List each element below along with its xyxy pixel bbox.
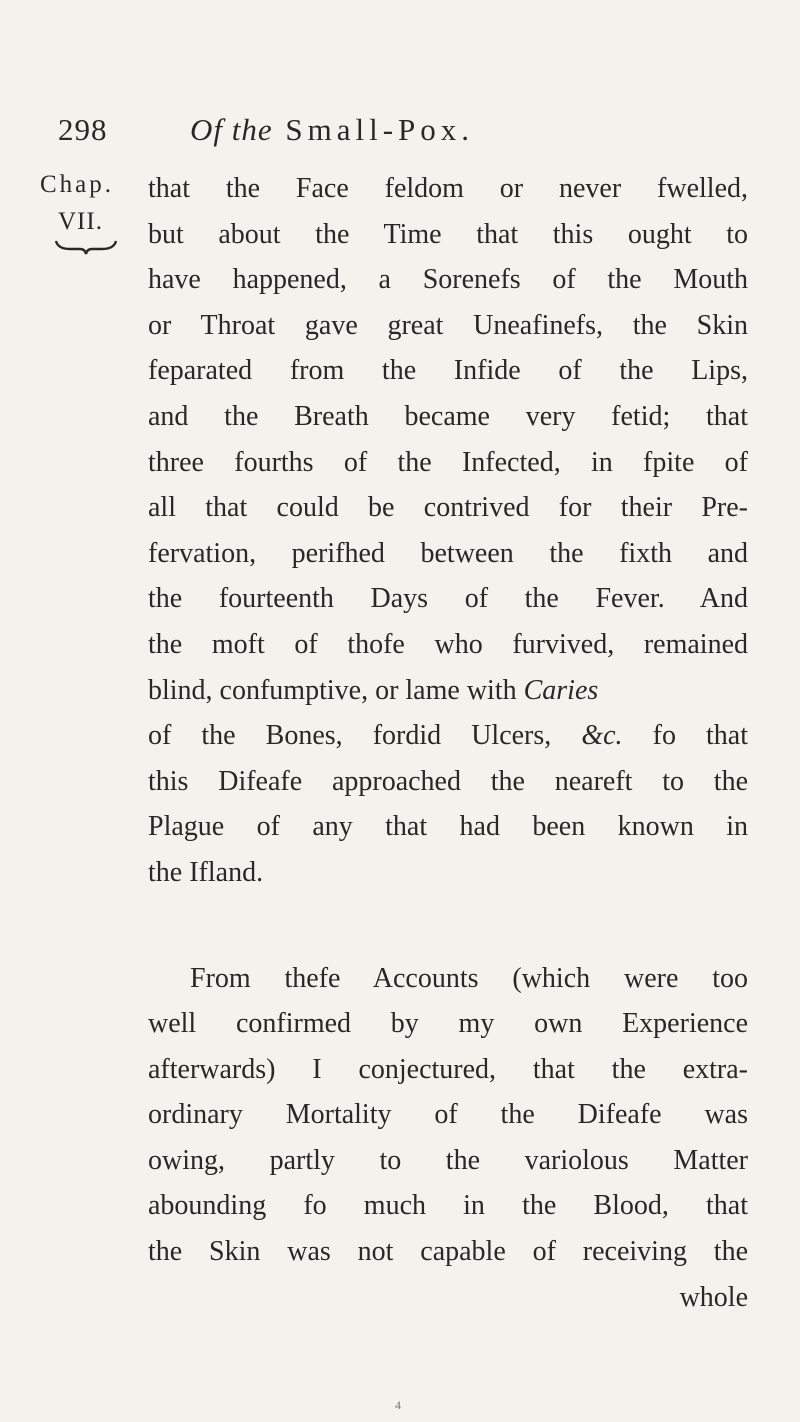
text-line: the Skin was not capable of receiving the [148, 1236, 748, 1268]
text-line: abounding fo much in the Blood, that [148, 1190, 748, 1222]
text-line [148, 668, 748, 714]
text-line: three fourths of the Infected, in fpite of [148, 446, 748, 478]
running-title-main: Small-Pox. [285, 112, 475, 147]
running-title [190, 112, 474, 148]
text-line: owing, partly to the variolous Matter [148, 1144, 748, 1176]
text-line: and the Breath became very fetid; that [148, 400, 748, 432]
catchword: whole [679, 1281, 748, 1313]
text-line: have happened, a Sorenefs of the Mouth [148, 264, 748, 296]
chapter-margin-note [40, 166, 120, 256]
running-title-prefix: Of the [190, 112, 273, 147]
chapter-number: VII. [58, 208, 103, 235]
text-line: afterwards) I conjectured, that the extra- [148, 1053, 748, 1085]
body-text [148, 166, 748, 1320]
text-segment: fo that [622, 720, 748, 752]
chapter-label: Chap. [40, 171, 115, 198]
footer-mark: 4 [395, 1398, 401, 1412]
text-line: or Throat gave great Uneafinefs, the Skin [148, 309, 748, 341]
text-line: the fourteenth Days of the Fever. And [148, 583, 748, 615]
brace-icon [54, 238, 118, 256]
text-line: all that could be contrived for their Pre- [148, 492, 748, 524]
italic-term: Caries [523, 674, 599, 706]
page-number: 298 [58, 112, 108, 147]
text-line: fervation, perifhed between the fixth and [148, 537, 748, 569]
text-line: well confirmed by my own Experience [148, 1008, 748, 1040]
text-line: this Difeafe approached the neareft to the [148, 765, 748, 797]
text-segment: blind, confumptive, or lame with [148, 674, 524, 706]
text-line: the Ifland. [148, 856, 264, 888]
text-line: Plague of any that had been known in [148, 811, 748, 843]
text-line: the moft of thofe who furvived, remained [148, 628, 748, 660]
text-line: ordinary Mortality of the Difeafe was [148, 1099, 748, 1131]
text-segment: of the Bones, fordid Ulcers, [148, 720, 582, 752]
text-line: that the Face feldom or never fwelled, [148, 173, 748, 204]
text-line: From thefe Accounts (which were too [190, 962, 748, 994]
text-line: feparated from the Infide of the Lips, [148, 355, 748, 387]
text-line [148, 713, 748, 759]
paragraph-gap [148, 896, 748, 956]
running-header [0, 112, 800, 156]
italic-term: &c. [581, 720, 623, 752]
text-line: but about the Time that this ought to [148, 218, 748, 250]
